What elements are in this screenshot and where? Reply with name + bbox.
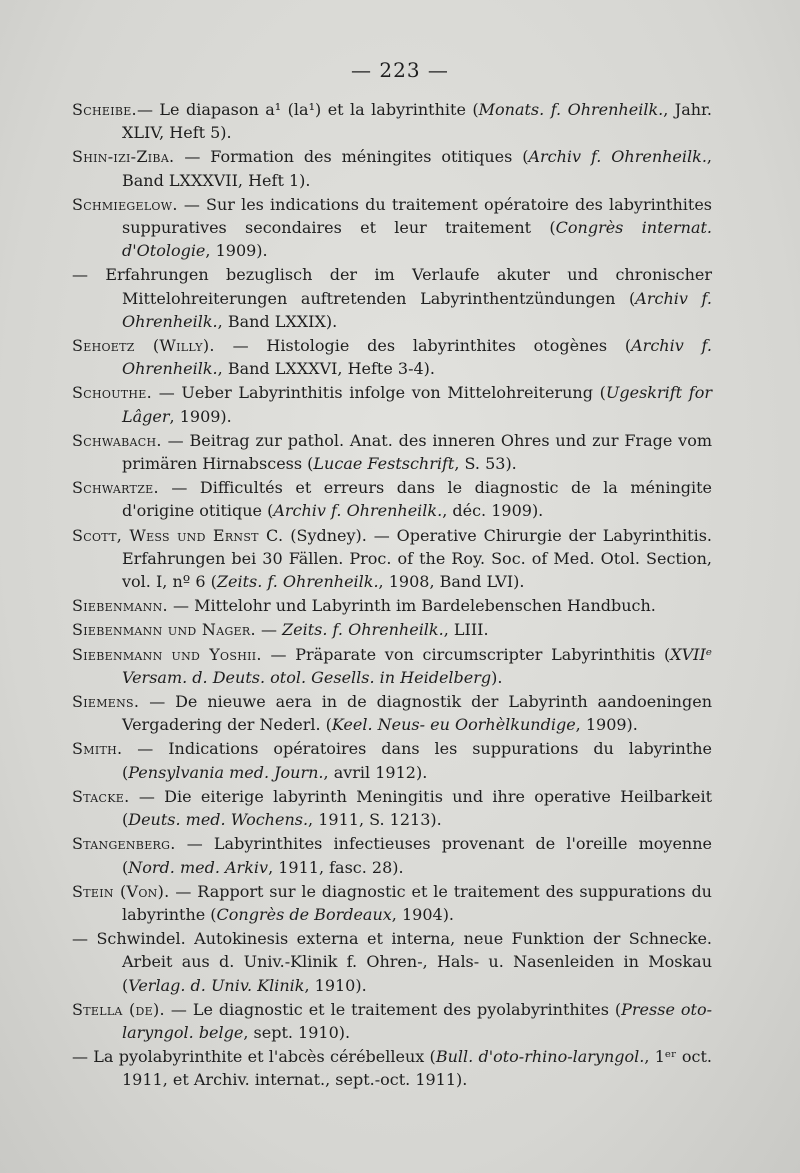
entry-title-italic: Nord. med. Arkiv <box>128 857 269 877</box>
bibliography-entry <box>72 381 712 427</box>
entry-text: (Sydney). — Operative Chirurgie der Labyrinthitis. Erfahrungen bei 30 Fällen. Proc. of the Roy. Soc. of Med. Otol. Section, vol. I, nº 6 ( <box>122 525 712 592</box>
entry-title-italic: Bull. d'oto-rhino-laryngol. <box>435 1047 645 1067</box>
entry-text: — Beitrag zur pathol. Anat. des inneren Ohres und zur Frage vom primären Hirnabscess ( <box>122 430 712 474</box>
entry-text: — Schwindel. Autokinesis externa et interna, neue Funktion der Schnecke. Arbeit aus d. Univ.-Klinik f. Ohren-, Hals- u. Nasenleiden in Moskau ( <box>72 929 712 995</box>
bibliography-entry <box>72 476 712 522</box>
entry-text-tail: , 1911, S. 1213). <box>308 810 442 830</box>
entry-title-italic: Archiv f. Ohrenheilk. <box>528 147 707 167</box>
entry-author: Siebenmann und Nager. <box>72 620 256 640</box>
entry-text-tail: , sept. 1910). <box>243 1022 351 1042</box>
entry-text-tail: , 1909). <box>205 241 268 261</box>
entry-text: — Histologie des labyrinthites otogènes ( <box>214 336 632 356</box>
entry-title-italic: Congrès internat. d'Otologie <box>122 218 712 261</box>
entry-text: — Le diapason a¹ (la¹) et la labyrinthite ( <box>136 100 479 119</box>
bibliography-entry <box>72 429 712 475</box>
entry-author: Smith. <box>72 739 123 759</box>
entry-title-italic: Archiv f. Ohrenheilk. <box>122 288 712 331</box>
entry-text-tail: , Jahr. XLIV, Heft 5). <box>122 100 713 143</box>
bibliography-entry <box>72 1045 712 1091</box>
bibliography-entry <box>72 737 712 783</box>
entry-author: Siebenmann. <box>72 596 168 616</box>
entry-author: Scott, Wess und Ernst C. <box>72 525 284 545</box>
entry-text-tail: , Band LXXXVI, Hefte 3-4). <box>217 359 436 379</box>
entry-author: Stangenberg. <box>72 834 176 854</box>
entry-text: — Sur les indications du traitement opératoire des labyrinthites suppuratives secondaires et leur traitement ( <box>122 194 712 238</box>
entry-title-italic: Monats. f. Ohrenheilk. <box>478 100 664 119</box>
entry-text: — <box>255 620 283 640</box>
entry-author: Siebenmann und Yoshii. <box>72 644 262 664</box>
bibliography-entry <box>72 832 712 878</box>
bibliography-entry <box>72 643 712 689</box>
bibliography-list <box>72 98 712 1093</box>
bibliography-entry <box>72 193 712 263</box>
entry-text: — Mittelohr und Labyrinth im Bardelebenschen Handbuch. <box>167 596 656 616</box>
entry-author: Schwabach. <box>72 430 162 450</box>
entry-text: — Die eiterige labyrinth Meningitis und ihre operative Heilbarkeit ( <box>122 786 712 830</box>
entry-text: — Erfahrungen bezuglisch der im Verlaufe akuter und chronischer Mittelohreiterungen auftretenden Labyrinthentzündungen ( <box>72 265 712 308</box>
entry-text: — Indications opératoires dans les suppurations du labyrinthe ( <box>122 739 712 782</box>
entry-text-tail: , Band LXXIX). <box>217 311 338 331</box>
entry-text-tail: , 1909). <box>575 715 638 735</box>
entry-text-tail: , 1904). <box>391 904 455 924</box>
entry-text: — Präparate von circumscripter Labyrinthitis ( <box>261 644 671 664</box>
entry-text: — Le diagnostic et le traitement des pyolabyrinthites ( <box>164 999 622 1019</box>
entry-author: Stella (de). <box>72 999 165 1019</box>
entry-text-tail: , 1911, fasc. 28). <box>268 857 404 877</box>
bibliography-entry <box>72 334 712 380</box>
entry-title-italic: Ugeskrift for Lâger <box>122 383 712 426</box>
bibliography-entry <box>72 690 712 736</box>
bibliography-entry <box>72 880 712 926</box>
entry-text-tail: , 1ᵉʳ oct. 1911, et Archiv. internat., sept.-oct. 1911). <box>122 1047 713 1090</box>
entry-text-tail: , 1910). <box>304 975 367 995</box>
entry-author: Schwartze. <box>72 478 159 498</box>
entry-title-italic: Congrès de Bordeaux <box>216 904 392 924</box>
bibliography-entry <box>72 98 712 144</box>
entry-author: Stacke. <box>72 786 130 806</box>
entry-author: Stein (Von). <box>72 881 170 901</box>
entry-title-italic: Archiv f. Ohrenheilk. <box>122 336 712 379</box>
entry-text: — Formation des méningites otitiques ( <box>174 147 529 167</box>
entry-text-tail: , LIII. <box>443 620 489 640</box>
entry-text: — La pyolabyrinthite et l'abcès cérébelleux ( <box>72 1047 436 1067</box>
entry-title-italic: Archiv f. Ohrenheilk. <box>273 501 443 521</box>
page-number: — 223 — <box>351 58 449 82</box>
bibliography-entry <box>72 998 712 1044</box>
bibliography-entry <box>72 263 712 333</box>
bibliography-entry <box>72 524 712 594</box>
bibliography-entry <box>72 594 712 617</box>
entry-title-italic: Verlag. d. Univ. Klinik <box>128 975 305 995</box>
entry-text-tail: , 1909). <box>169 406 232 426</box>
entry-text-tail: ). <box>491 667 503 687</box>
entry-author: Siemens. <box>72 692 140 712</box>
entry-text: — Ueber Labyrinthitis infolge von Mittelohreiterung ( <box>152 383 606 403</box>
entry-text-tail: , S. 53). <box>454 454 517 474</box>
entry-author: Scheibe. <box>72 100 137 119</box>
entry-title-italic: Zeits. f. Ohrenheilk. <box>282 620 444 640</box>
entry-title-italic: Pensylvania med. Journ. <box>128 762 324 782</box>
entry-author: Shin-izi-Ziba. <box>72 147 175 167</box>
bibliography-entry <box>72 785 712 831</box>
entry-text-tail: , avril 1912). <box>323 762 428 782</box>
entry-text-tail: , Band LXXXVII, Heft 1). <box>122 147 712 190</box>
entry-author: Schouthe. <box>72 383 153 403</box>
bibliography-entry <box>72 927 712 997</box>
entry-text-tail: , 1908, Band LVI). <box>378 572 525 592</box>
entry-title-italic: Lucae Festschrift <box>313 454 455 474</box>
entry-text-tail: , déc. 1909). <box>442 501 544 521</box>
entry-text: — Rapport sur le diagnostic et le traitement des suppurations du labyrinthe ( <box>122 881 712 924</box>
entry-title-italic: Zeits. f. Ohrenheilk. <box>216 572 379 592</box>
entry-text: — Labyrinthites infectieuses provenant de l'oreille moyenne ( <box>122 834 712 877</box>
entry-text: — Difficultés et erreurs dans le diagnostic de la méningite d'origine otitique ( <box>122 478 712 521</box>
entry-text: — De nieuwe aera in de diagnostik der Labyrinth aandoeningen Vergadering der Nederl. ( <box>122 692 712 735</box>
entry-title-italic: XVIIᵉ Versam. d. Deuts. otol. Gesells. in Heidelberg <box>122 644 712 687</box>
entry-title-italic: Deuts. med. Wochens. <box>128 810 309 830</box>
entry-title-italic: Presse oto-laryngol. belge <box>122 999 712 1042</box>
entry-author: Schmiegelow. <box>72 194 178 214</box>
entry-title-italic: Keel. Neus- eu Oorhèlkundige <box>331 715 576 735</box>
bibliography-entry <box>72 145 712 191</box>
entry-author: Sehoetz (Willy). <box>72 336 215 356</box>
bibliography-entry <box>72 618 712 641</box>
